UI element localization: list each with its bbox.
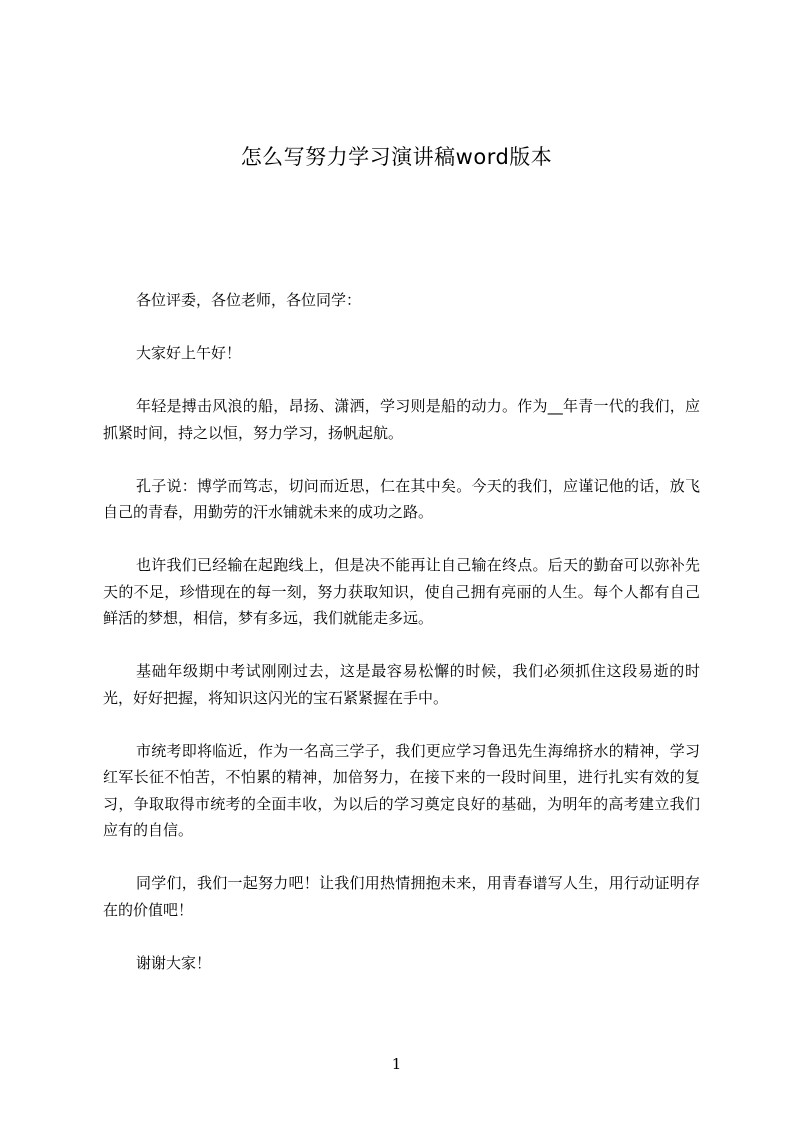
paragraph: 市统考即将临近，作为一名高三学子，我们更应学习鲁迅先生海绵挤水的精神，学习红军长征不怕苦，不怕累的精神，加倍努力，在接下来的一段时间里，进行扎实有效的复习，争取取得市统考的全面丰收，为以后的学习奠定良好的基础，为明年的高考建立我们应有的自信。 bbox=[103, 741, 700, 839]
paragraph: 年轻是搏击风浪的船，昂扬、潇洒，学习则是船的动力。作为__年青一代的我们，应抓紧时间，持之以恒，努力学习，扬帆起航。 bbox=[103, 397, 700, 442]
document-body bbox=[103, 287, 700, 1003]
paragraph-salutation: 各位评委，各位老师，各位同学： bbox=[136, 291, 362, 309]
paragraph-greeting: 大家好上午好！ bbox=[136, 344, 242, 362]
paragraph: 基础年级期中考试刚刚过去，这是最容易松懈的时候，我们必须抓住这段易逝的时光，好好把握，将知识这闪光的宝石紧紧握在手中。 bbox=[103, 662, 700, 707]
paragraph-closing: 谢谢大家！ bbox=[136, 953, 212, 972]
paragraph: 孔子说：博学而笃志，切问而近思，仁在其中矣。今天的我们，应谨记他的话，放飞自己的青春，用勤劳的汗水铺就未来的成功之路。 bbox=[103, 476, 700, 521]
document-title: 怎么写努力学习演讲稿word版本 bbox=[240, 145, 553, 169]
paragraph: 同学们，我们一起努力吧！让我们用热情拥抱未来，用青春谱写人生，用行动证明存在的价值吧！ bbox=[103, 874, 700, 919]
paragraph: 也许我们已经输在起跑线上，但是决不能再让自己输在终点。后天的勤奋可以弥补先天的不足，珍惜现在的每一刻，努力获取知识，使自己拥有亮丽的人生。每个人都有自己鲜活的梦想，相信，梦有多远，我们就能走多远。 bbox=[103, 556, 700, 627]
page-number: 1 bbox=[391, 1055, 402, 1073]
